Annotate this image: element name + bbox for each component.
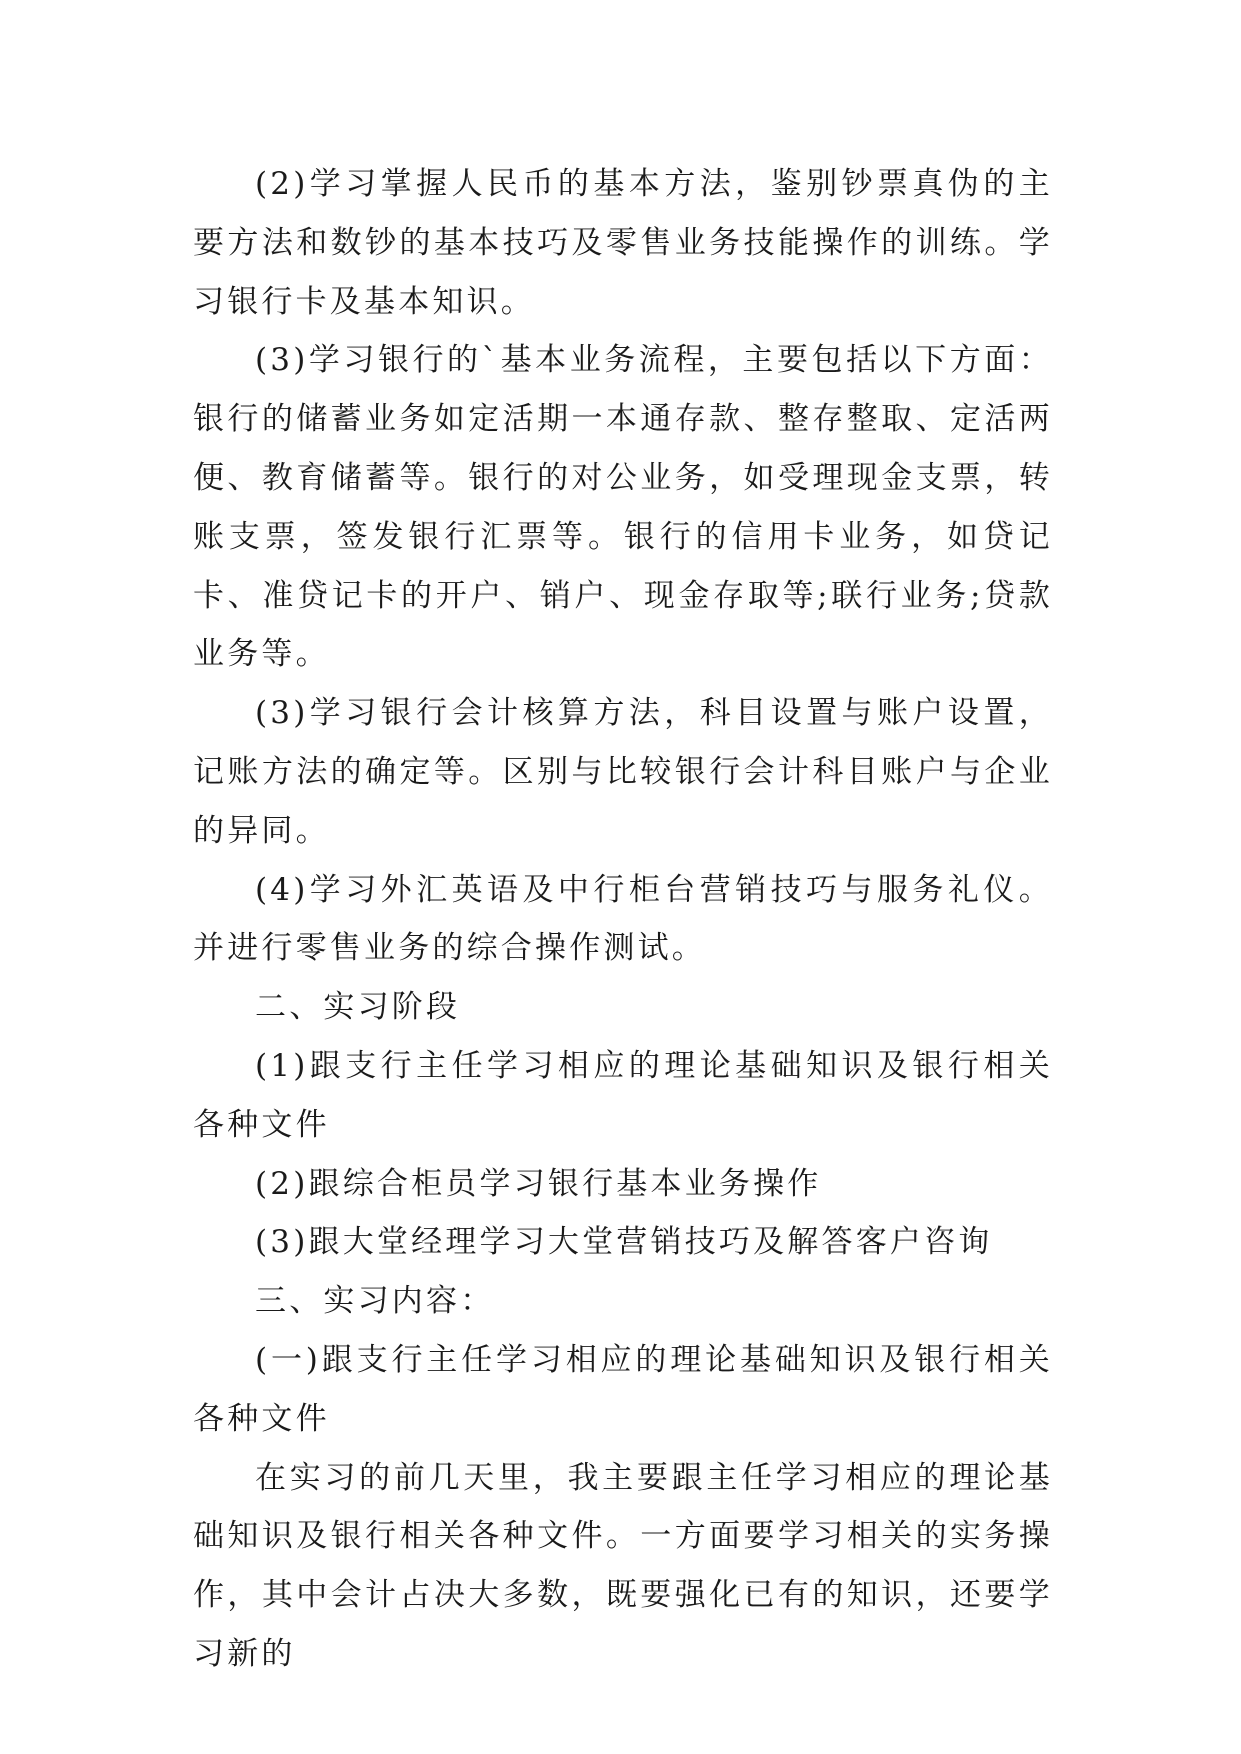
heading-internship-stage: 二、实习阶段 bbox=[255, 989, 461, 1026]
paragraph-first-days: 在实习的前几天里，我主要跟主任学习相应的理论基础知识及银行相关各种文件。一方面要学习相关的实务操作，其中会计占决大多数，既要强化已有的知识，还要学习新的 bbox=[193, 1459, 1053, 1672]
stage-item-lobby-manager: (3)跟大堂经理学习大堂营销技巧及解答客户咨询 bbox=[255, 1224, 993, 1261]
paragraph-forex-english: (4)学习外汇英语及中行柜台营销技巧与服务礼仪。并进行零售业务的综合操作测试。 bbox=[193, 871, 1053, 967]
paragraph-bank-accounting: (3)学习银行会计核算方法，科目设置与账户设置，记账方法的确定等。区别与比较银行会计科目账户与企业的异同。 bbox=[193, 695, 1053, 849]
paragraph-rmb-identification: (2)学习掌握人民币的基本方法，鉴别钞票真伪的主要方法和数钞的基本技巧及零售业务技能操作的训练。学习银行卡及基本知识。 bbox=[193, 166, 1053, 320]
stage-item-teller: (2)跟综合柜员学习银行基本业务操作 bbox=[255, 1165, 822, 1202]
subheading-branch-director: (一)跟支行主任学习相应的理论基础知识及银行相关各种文件 bbox=[193, 1341, 1053, 1437]
paragraph-basic-business-process: (3)学习银行的`基本业务流程，主要包括以下方面：银行的储蓄业务如定活期一本通存款、整存整取、定活两便、教育储蓄等。银行的对公业务，如受理现金支票，转账支票，签发银行汇票等。银行的信用卡业务，如贷记卡、准贷记卡的开户、销户、现金存取等;联行业务;贷款业务等。 bbox=[193, 342, 1053, 673]
document-body bbox=[193, 155, 1053, 1684]
heading-internship-content: 三、实习内容： bbox=[255, 1283, 495, 1320]
stage-item-branch-director: (1)跟支行主任学习相应的理论基础知识及银行相关各种文件 bbox=[193, 1047, 1053, 1143]
